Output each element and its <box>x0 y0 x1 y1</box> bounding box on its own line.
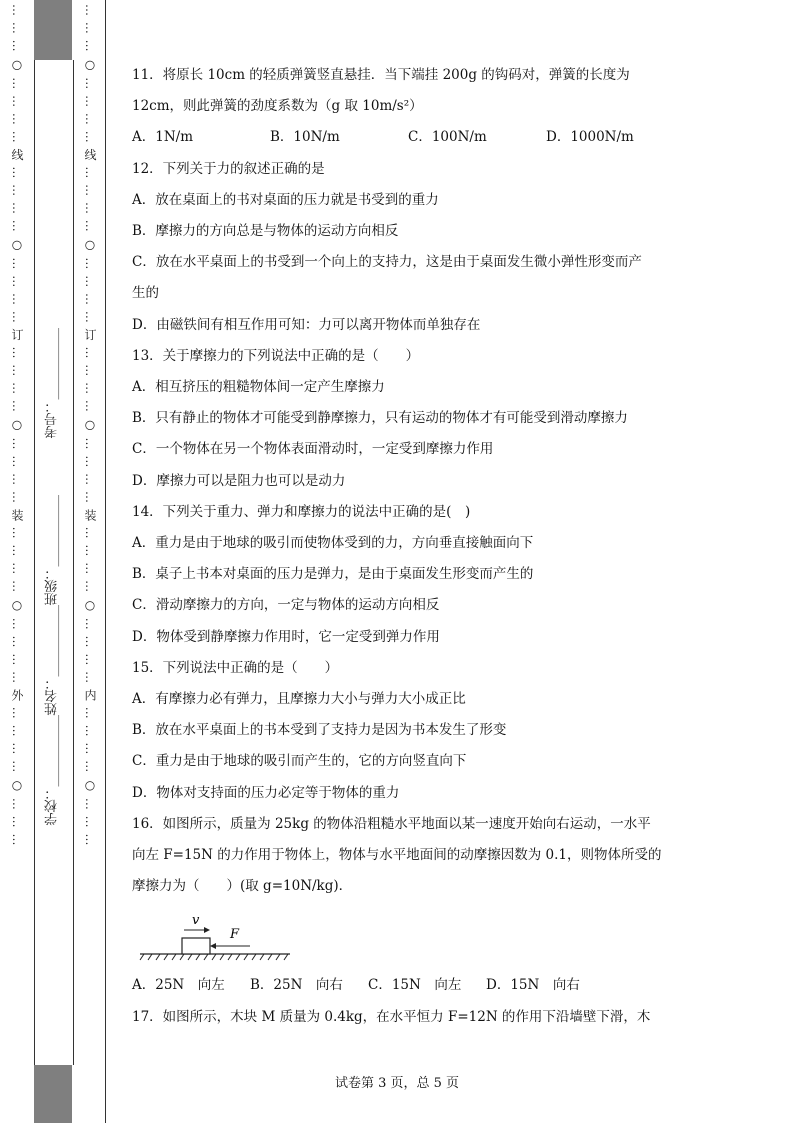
option-d: D．1000N/m <box>546 129 634 146</box>
option-c-continued: 生的 <box>132 285 159 302</box>
question-14 <box>132 497 672 653</box>
field-label: 姓名： <box>45 676 60 716</box>
option-d: D．物体受到静摩擦力作用时，它一定受到弹力作用 <box>132 628 440 645</box>
option-d: D．摩擦力可以是阻力也可以是动力 <box>132 472 346 489</box>
option-b: B．10N/m <box>270 129 340 146</box>
question-17 <box>132 1002 672 1033</box>
question-text: 15．下列说法中正确的是（ ） <box>132 659 339 676</box>
question-text: 向左 F=15N 的力作用于物体上，物体与水平地面间的动摩擦因数为 0.1，则物体所受的 <box>132 847 662 864</box>
question-15 <box>132 653 672 809</box>
gray-block-top <box>34 0 72 60</box>
field-label: 学校： <box>45 786 60 826</box>
option-c: C．15N 向左 <box>368 977 462 994</box>
field-name: 姓名：___________ <box>45 605 60 716</box>
force-label: F <box>230 927 240 943</box>
question-16 <box>132 809 672 1002</box>
option-b: B．25N 向右 <box>250 977 343 994</box>
option-a: A．相互挤压的粗糙物体间一定产生摩擦力 <box>132 379 385 396</box>
question-12 <box>132 154 672 341</box>
option-b: B．桌子上书本对桌面的压力是弹力，是由于桌面发生形变而产生的 <box>132 566 534 583</box>
option-d: D．由磁铁间有相互作用可知：力可以离开物体而单独存在 <box>132 316 481 333</box>
question-13 <box>132 341 672 497</box>
question-text: 17．如图所示，木块 M 质量为 0.4kg，在水平恒力 F=12N 的作用下沿墙壁下滑，木 <box>132 1008 651 1025</box>
option-a: A．有摩擦力必有弹力，且摩擦力大小与弹力大小成正比 <box>132 691 466 708</box>
velocity-arrowhead <box>204 927 210 933</box>
options-row <box>132 122 672 153</box>
field-label: 班级： <box>45 566 60 606</box>
ground-hatching <box>140 954 288 960</box>
options-row <box>132 970 672 1001</box>
page-footer: 试卷第 3 页，总 5 页 <box>334 1076 460 1091</box>
inner-dotted-column: … … … ○ … … … … 线 … … … … ○ … … … … 订 … … … … ○ … … … … 装 … … … … ○ … … … … 内 … … … … ○ … … … <box>83 4 97 847</box>
question-11 <box>132 60 672 154</box>
block-on-ground-figure <box>132 908 672 964</box>
option-b: B．摩擦力的方向总是与物体的运动方向相反 <box>132 223 399 240</box>
option-c: C．100N/m <box>408 129 487 146</box>
question-text: 14．下列关于重力、弹力和摩擦力的说法中正确的是( ) <box>132 503 471 520</box>
question-text: 11．将原长 10cm 的轻质弹簧竖直悬挂．当下端挂 200g 的钩码对，弹簧的长度为 <box>132 67 630 83</box>
option-c: C．放在水平桌面上的书受到一个向上的支持力，这是由于桌面发生微小弹性形变而产 <box>132 254 642 271</box>
option-a: A．1N/m <box>132 129 194 146</box>
question-text: 12cm，则此弹簧的劲度系数为（g 取 10m/s²） <box>132 98 423 115</box>
question-content <box>132 60 672 1033</box>
field-label: 考号： <box>45 399 60 439</box>
option-a: A．放在桌面上的书对桌面的压力就是书受到的重力 <box>132 191 439 208</box>
option-d: D．15N 向右 <box>486 977 580 994</box>
figure-svg <box>138 908 298 964</box>
student-info-fields <box>44 320 66 826</box>
option-d: D．物体对支持面的压力必定等于物体的重力 <box>132 784 400 801</box>
option-a: A．25N 向左 <box>132 977 225 994</box>
option-c: C．重力是由于地球的吸引而产生的，它的方向竖直向下 <box>132 753 467 770</box>
field-exam-number: 考号：___________ <box>45 328 60 439</box>
option-c: C．一个物体在另一个物体表面滑动时，一定受到摩擦力作用 <box>132 441 494 458</box>
question-text: 13．关于摩擦力的下列说法中正确的是（ ） <box>132 347 420 364</box>
option-b: B．只有静止的物体才可能受到静摩擦力，只有运动的物体才有可能受到滑动摩擦力 <box>132 410 628 427</box>
question-text: 摩擦力为（ ）(取 g=10N/kg)． <box>132 878 353 895</box>
block <box>182 938 210 954</box>
option-a: A．重力是由于地球的吸引而使物体受到的力，方向垂直接触面向下 <box>132 535 534 552</box>
field-school: 学校：___________ <box>45 715 60 826</box>
binding-line <box>105 0 106 1123</box>
outer-dotted-column: … … … ○ … … … … 线 … … … … ○ … … … … 订 … … … … ○ … … … … 装 … … … … ○ … … … … 外 … … … … ○ … … … <box>10 4 24 847</box>
option-b: B．放在水平桌面上的书本受到了支持力是因为书本发生了形变 <box>132 722 507 739</box>
velocity-label: v <box>192 913 200 929</box>
field-class: 班级：___________ <box>45 495 60 606</box>
question-text: 12．下列关于力的叙述正确的是 <box>132 160 325 177</box>
question-text: 16．如图所示，质量为 25kg 的物体沿粗糙水平地面以某一速度开始向右运动，一水平 <box>132 815 651 832</box>
option-c: C．滑动摩擦力的方向，一定与物体的运动方向相反 <box>132 597 440 614</box>
force-arrowhead <box>210 943 216 949</box>
